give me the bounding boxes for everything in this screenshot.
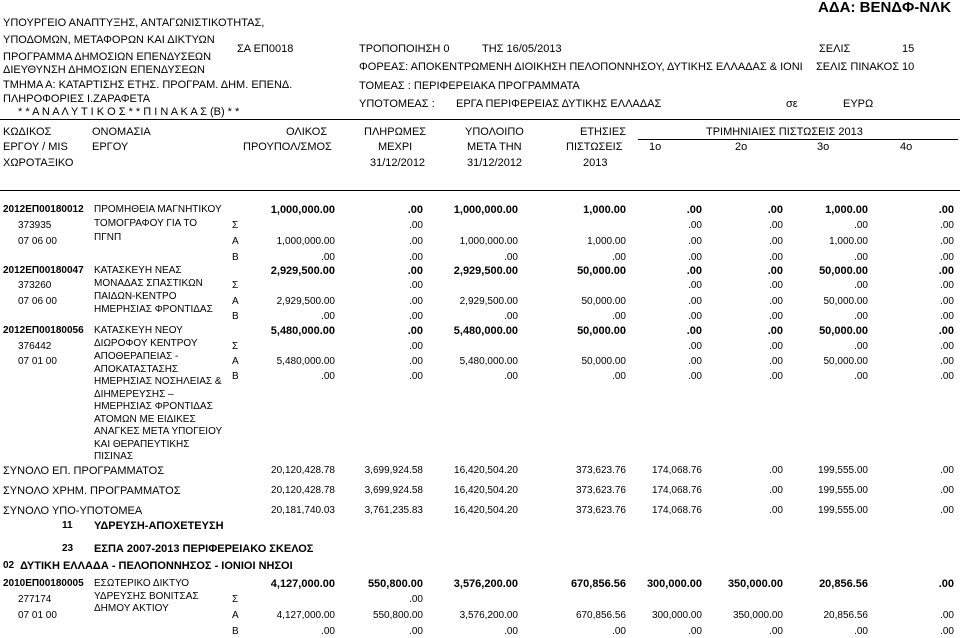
project-xor: 07 01 00 xyxy=(18,356,57,367)
project-code: 2012ΕΠ00180047 xyxy=(3,265,84,276)
project-head-value: .00 xyxy=(407,204,423,216)
project-code: 2010ΕΠ00180005 xyxy=(3,578,84,589)
project-row-value: .00 xyxy=(409,280,423,291)
ministry-line-6: ΠΛΗΡΟΦΟΡΙΕΣ Ι.ΖΑΡΑΦΕΤΑ xyxy=(3,93,151,105)
col-q1: 1ο xyxy=(649,141,662,153)
project-head-value: 1,000.00 xyxy=(583,204,626,216)
total-value: .00 xyxy=(940,485,954,496)
ministry-line-2: ΥΠΟΔΟΜΩΝ, ΜΕΤΑΦΟΡΩΝ ΚΑΙ ΔΙΚΤΥΩΝ xyxy=(3,34,215,46)
total-value: 174,068.76 xyxy=(651,485,702,496)
col-kodikos-2: ΕΡΓΟΥ / MIS xyxy=(3,141,68,153)
project-row-value: .00 xyxy=(409,296,423,307)
project-xor: 07 06 00 xyxy=(18,236,57,247)
project-row-value: .00 xyxy=(854,252,868,263)
project-name-line: ΚΑΙ ΘΕΡΑΠΕΥΤΙΚΗΣ xyxy=(94,439,190,450)
total-value: 174,068.76 xyxy=(651,505,702,516)
project-row-value: .00 xyxy=(504,311,518,322)
project-row-value: .00 xyxy=(940,341,954,352)
project-row-value: .00 xyxy=(769,252,783,263)
project-head-value: .00 xyxy=(938,204,954,216)
project-row-value: .00 xyxy=(940,311,954,322)
project-row-value: .00 xyxy=(940,296,954,307)
project-row-value: 5,480,000.00 xyxy=(459,356,518,367)
project-name-line: ΔΗΜΟΥ ΑΚΤΙΟΥ xyxy=(94,603,169,614)
total-value: .00 xyxy=(940,465,954,476)
project-row-value: .00 xyxy=(688,356,702,367)
project-head-value: .00 xyxy=(407,265,423,277)
project-name-line: ΠΡΟΜΗΘΕΙΑ ΜΑΓΝΗΤΙΚΟΥ xyxy=(94,204,222,215)
header-rule-top xyxy=(0,119,960,120)
project-name-line: ΑΠΟΘΕΡΑΠΕΙΑΣ - xyxy=(94,351,179,362)
total-value: 16,420,504.20 xyxy=(454,485,518,496)
col-q3: 3ο xyxy=(817,141,830,153)
ypotomeas-value: ΕΡΓΑ ΠΕΡΙΦΕΡΕΙΑΣ ΔΥΤΙΚΗΣ ΕΛΛΑΔΑΣ xyxy=(456,98,662,110)
project-head-value: 4,127,000.00 xyxy=(270,578,335,590)
section-title: ΥΔΡΕΥΣΗ-ΑΠΟΧΕΤΕΥΣΗ xyxy=(94,520,224,532)
project-row-value: .00 xyxy=(769,341,783,352)
col-q2: 2ο xyxy=(735,141,748,153)
ministry-line-5: ΤΜΗΜΑ Α: ΚΑΤΑΡΤΙΣΗΣ ΕΤΗΣ. ΠΡΟΓΡΑΜ. ΔΗΜ. ΕΠΕΝΔ. xyxy=(3,79,293,91)
project-head-value: 20,856.56 xyxy=(819,578,868,590)
row-tag-b: Β xyxy=(232,252,239,263)
row-tag-b: Β xyxy=(232,371,239,382)
project-name-line: ΚΑΤΑΣΚΕΥΗ ΝΕΑΣ xyxy=(94,265,182,276)
col-etisies-1: ΕΤΗΣΙΕΣ xyxy=(580,126,626,138)
project-row-value: .00 xyxy=(940,626,954,637)
project-row-value: .00 xyxy=(940,610,954,621)
header-rule-bottom xyxy=(0,190,960,191)
project-head-value: 300,000.00 xyxy=(646,578,702,590)
project-head-value: 50,000.00 xyxy=(577,325,626,337)
project-row-value: .00 xyxy=(688,311,702,322)
project-row-value: .00 xyxy=(409,311,423,322)
project-name-line: ΠΑΙΔΩΝ-ΚΕΝΤΡΟ xyxy=(94,291,177,302)
project-row-value: .00 xyxy=(854,371,868,382)
project-row-value: .00 xyxy=(688,220,702,231)
project-row-value: .00 xyxy=(688,626,702,637)
project-row-value: .00 xyxy=(769,626,783,637)
section-title: ΕΣΠΑ 2007-2013 ΠΕΡΙΦΕΡΕΙΑΚΟ ΣΚΕΛΟΣ xyxy=(94,543,314,555)
col-etisies-2: ΠΙΣΤΩΣΕΙΣ xyxy=(566,141,623,153)
project-row-value: .00 xyxy=(321,311,335,322)
row-tag-s: Σ xyxy=(232,280,239,291)
total-value: 174,068.76 xyxy=(651,465,702,476)
project-row-value: .00 xyxy=(612,371,626,382)
selis-pinakos-label: ΣΕΛΙΣ ΠΙΝΑΚΟΣ xyxy=(816,61,900,73)
project-name-line: ΠΙΣΙΝΑΣ xyxy=(94,451,134,462)
project-row-value: .00 xyxy=(854,341,868,352)
project-name-line: ΠΓΝΠ xyxy=(94,232,122,243)
project-head-value: 5,480,000.00 xyxy=(453,325,518,337)
project-row-value: .00 xyxy=(409,594,423,605)
currency-se: σε xyxy=(786,98,798,110)
project-name-line: ΤΟΜΟΓΡΑΦΟΥ ΓΙΑ ΤΟ xyxy=(94,218,198,229)
project-head-value: .00 xyxy=(767,265,783,277)
project-head-value: 2,929,500.00 xyxy=(453,265,518,277)
project-name-line: ΔΙΗΜΕΡΕΥΣΗΣ – xyxy=(94,389,174,400)
project-xor: 07 01 00 xyxy=(18,610,57,621)
total-value: .00 xyxy=(769,465,783,476)
project-mis: 373935 xyxy=(18,220,52,231)
ministry-line-4: ΔΙΕΥΘΥΝΣΗ ΔΗΜΟΣΙΩΝ ΕΠΕΝΔΥΣΕΩΝ xyxy=(3,64,205,76)
ministry-line-3: ΠΡΟΓΡΑΜΜΑ ΔΗΜΟΣΙΩΝ ΕΠΕΝΔΥΣΕΩΝ xyxy=(3,51,212,63)
project-row-value: .00 xyxy=(940,371,954,382)
project-row-value: 2,929,500.00 xyxy=(276,296,335,307)
project-xor: 07 06 00 xyxy=(18,296,57,307)
project-row-value: 1,000,000.00 xyxy=(459,236,518,247)
total-value: 373,623.76 xyxy=(575,505,626,516)
project-row-value: .00 xyxy=(409,626,423,637)
row-tag-a: Α xyxy=(232,296,239,307)
project-head-value: 350,000.00 xyxy=(727,578,783,590)
project-head-value: .00 xyxy=(938,265,954,277)
project-name-line: ΗΜΕΡΗΣΙΑΣ ΦΡΟΝΤΙΔΑΣ xyxy=(94,401,213,412)
total-value: 20,120,428.78 xyxy=(271,485,335,496)
project-head-value: 50,000.00 xyxy=(819,325,868,337)
project-row-value: .00 xyxy=(940,252,954,263)
col-kodikos-3: ΧΩΡΟΤΑΞΙΚΟ xyxy=(3,157,74,169)
currency-euro: ΕΥΡΩ xyxy=(843,98,874,110)
col-pliromes-2: ΜΕΧΡΙ xyxy=(378,141,413,153)
sa-code: ΣΑ ΕΠ0018 xyxy=(237,43,294,55)
project-row-value: .00 xyxy=(769,280,783,291)
project-row-value: .00 xyxy=(409,236,423,247)
project-row-value: .00 xyxy=(769,220,783,231)
total-value: 199,555.00 xyxy=(817,505,868,516)
project-row-value: .00 xyxy=(504,252,518,263)
project-row-value: .00 xyxy=(409,371,423,382)
project-head-value: .00 xyxy=(686,265,702,277)
total-value: .00 xyxy=(940,505,954,516)
col-triminiaies: ΤΡΙΜΗΝΙΑΙΕΣ ΠΙΣΤΩΣΕΙΣ 2013 xyxy=(706,126,863,138)
row-tag-b: Β xyxy=(232,311,239,322)
total-value: 16,420,504.20 xyxy=(454,465,518,476)
col-olikos-2: ΠΡΟΥΠΟΛ/ΣΜΟΣ xyxy=(243,141,332,153)
project-row-value: 2,929,500.00 xyxy=(459,296,518,307)
project-row-value: .00 xyxy=(940,220,954,231)
project-row-value: .00 xyxy=(504,371,518,382)
col-ypoloipo-2: ΜΕΤΑ ΤΗΝ xyxy=(467,141,522,153)
project-row-value: .00 xyxy=(940,236,954,247)
project-head-value: .00 xyxy=(767,204,783,216)
col-pliromes-1: ΠΛΗΡΩΜΕΣ xyxy=(364,126,427,138)
project-row-value: .00 xyxy=(688,296,702,307)
project-name-line: ΑΠΟΚΑΤΑΣΤΑΣΗΣ xyxy=(94,364,179,375)
total-value: 199,555.00 xyxy=(817,485,868,496)
project-row-value: .00 xyxy=(854,311,868,322)
project-row-value: 300,000.00 xyxy=(651,610,702,621)
project-head-value: .00 xyxy=(767,325,783,337)
project-mis: 373260 xyxy=(18,280,52,291)
project-row-value: .00 xyxy=(612,252,626,263)
project-head-value: .00 xyxy=(407,325,423,337)
project-name-line: ΕΣΩΤΕΡΙΚΟ ΔΙΚΤΥΟ xyxy=(94,578,190,589)
project-total-value: 1,000,000.00 xyxy=(270,204,335,216)
total-value: 20,120,428.78 xyxy=(271,465,335,476)
project-row-value: 1,000,000.00 xyxy=(276,236,335,247)
analytikos-pinakas: * * Α Ν Α Λ Υ Τ Ι Κ Ο Σ * * Π Ι Ν Α Κ Α Σ (Β) * * xyxy=(18,106,240,118)
project-head-value: 550,800.00 xyxy=(367,578,423,590)
section-number: 11 xyxy=(62,520,73,531)
selis-label: ΣΕΛΙΣ xyxy=(819,43,851,55)
project-head-value: 50,000.00 xyxy=(819,265,868,277)
section-number: 23 xyxy=(62,543,74,554)
project-total-value: 5,480,000.00 xyxy=(270,325,335,337)
project-row-value: .00 xyxy=(409,356,423,367)
col-olikos-1: ΟΛΙΚΟΣ xyxy=(286,126,328,138)
col-onomasia-2: ΕΡΓΟΥ xyxy=(92,141,129,153)
ypotomeas-label: ΥΠΟΤΟΜΕΑΣ : xyxy=(359,98,435,110)
project-row-value: .00 xyxy=(321,626,335,637)
row-tag-s: Σ xyxy=(232,594,239,605)
triminiaies-underline xyxy=(638,139,958,140)
project-row-value: .00 xyxy=(854,626,868,637)
project-name-line: ΑΤΟΜΩΝ ΜΕ ΕΙΔΙΚΕΣ xyxy=(94,414,196,425)
total-label: ΣΥΝΟΛΟ ΕΠ. ΠΡΟΓΡΑΜΜΑΤΟΣ xyxy=(3,465,165,477)
project-row-value: 50,000.00 xyxy=(823,296,868,307)
project-total-value: 2,929,500.00 xyxy=(270,265,335,277)
tropopoiisi: ΤΡΟΠΟΠΟΙΗΣΗ 0 xyxy=(359,43,450,55)
total-value: .00 xyxy=(769,485,783,496)
project-row-value: .00 xyxy=(688,280,702,291)
total-value: .00 xyxy=(769,505,783,516)
project-row-value: .00 xyxy=(769,371,783,382)
total-value: 3,761,235.83 xyxy=(364,505,423,516)
project-row-value: 1,000.00 xyxy=(829,236,868,247)
project-row-value: .00 xyxy=(769,296,783,307)
selis-value: 15 xyxy=(902,43,915,55)
row-tag-a: Α xyxy=(232,356,239,367)
total-value: 3,699,924.58 xyxy=(364,465,423,476)
col-onomasia-1: ΟΝΟΜΑΣΙΑ xyxy=(92,126,151,138)
project-mis: 277174 xyxy=(18,594,52,605)
project-row-value: .00 xyxy=(769,356,783,367)
project-name-line: ΚΑΤΑΣΚΕΥΗ ΝΕΟΥ xyxy=(94,325,183,336)
project-code: 2012ΕΠ00180056 xyxy=(3,325,84,336)
row-tag-a: Α xyxy=(232,236,239,247)
project-name-line: ΔΙΩΡΟΦΟΥ ΚΕΝΤΡΟΥ xyxy=(94,338,198,349)
project-row-value: 3,576,200.00 xyxy=(459,610,518,621)
project-row-value: 4,127,000.00 xyxy=(276,610,335,621)
project-row-value: .00 xyxy=(504,626,518,637)
project-row-value: 1,000.00 xyxy=(587,236,626,247)
project-name-line: ΗΜΕΡΗΣΙΑΣ ΝΟΣΗΛΕΙΑΣ & xyxy=(94,376,222,387)
project-head-value: .00 xyxy=(686,325,702,337)
foreas: ΦΟΡΕΑΣ: ΑΠΟΚΕΝΤΡΩΜΕΝΗ ΔΙΟΙΚΗΣΗ ΠΕΛΟΠΟΝΝΗΣΟΥ, ΔΥΤΙΚΗΣ ΕΛΛΑΔΑΣ & ΙΟΝΙ xyxy=(359,61,803,73)
col-ypoloipo-1: ΥΠΟΛΟΙΠΟ xyxy=(465,126,524,138)
row-tag-s: Σ xyxy=(232,341,239,352)
project-row-value: .00 xyxy=(612,311,626,322)
project-head-value: 50,000.00 xyxy=(577,265,626,277)
project-head-value: 1,000.00 xyxy=(825,204,868,216)
project-row-value: 20,856.56 xyxy=(823,610,868,621)
project-row-value: 50,000.00 xyxy=(581,356,626,367)
col-ypoloipo-3: 31/12/2012 xyxy=(467,157,523,169)
project-head-value: .00 xyxy=(938,325,954,337)
project-row-value: .00 xyxy=(321,371,335,382)
total-value: 373,623.76 xyxy=(575,485,626,496)
ada-code: ΑΔΑ: ΒΕΝΔΦ-ΝΛΚ xyxy=(818,0,952,16)
total-label: ΣΥΝΟΛΟ ΧΡΗΜ. ΠΡΟΓΡΑΜΜΑΤΟΣ xyxy=(3,485,181,497)
project-row-value: .00 xyxy=(854,220,868,231)
project-row-value: .00 xyxy=(688,252,702,263)
project-head-value: 670,856.56 xyxy=(570,578,626,590)
project-row-value: .00 xyxy=(409,220,423,231)
project-head-value: .00 xyxy=(938,578,954,590)
section-number: 02 xyxy=(3,560,15,571)
project-row-value: 5,480,000.00 xyxy=(276,356,335,367)
col-pliromes-3: 31/12/2012 xyxy=(370,157,426,169)
project-row-value: .00 xyxy=(409,341,423,352)
tropopoiisi-date: ΤΗΣ 16/05/2013 xyxy=(482,43,562,55)
project-name-line: ΗΜΕΡΗΣΙΑΣ ΦΡΟΝΤΙΔΑΣ xyxy=(94,304,213,315)
project-name-line: ΜΟΝΑΔΑΣ ΣΠΑΣΤΙΚΩΝ xyxy=(94,278,203,289)
row-tag-a: Α xyxy=(232,610,239,621)
total-label: ΣΥΝΟΛΟ ΥΠΟ-ΥΠΟΤΟΜΕΑ xyxy=(3,505,143,517)
col-kodikos-1: ΚΩΔΙΚΟΣ xyxy=(3,126,52,138)
col-etisies-3: 2013 xyxy=(583,157,608,169)
project-row-value: .00 xyxy=(688,371,702,382)
project-row-value: .00 xyxy=(321,252,335,263)
project-row-value: .00 xyxy=(940,356,954,367)
project-row-value: 50,000.00 xyxy=(581,296,626,307)
total-value: 20,181,740.03 xyxy=(271,505,335,516)
total-value: 3,699,924.58 xyxy=(364,485,423,496)
section-title: ΔΥΤΙΚΗ ΕΛΛΑΔΑ - ΠΕΛΟΠΟΝΝΗΣΟΣ - ΙΟΝΙΟΙ ΝΗΣΟΙ xyxy=(20,560,293,572)
project-row-value: 550,800.00 xyxy=(372,610,423,621)
col-q4: 4ο xyxy=(900,141,913,153)
project-row-value: .00 xyxy=(769,236,783,247)
tomeas: ΤΟΜΕΑΣ : ΠΕΡΙΦΕΡΕΙΑΚΑ ΠΡΟΓΡΑΜΜΑΤΑ xyxy=(359,80,580,92)
total-value: 373,623.76 xyxy=(575,465,626,476)
project-head-value: .00 xyxy=(686,204,702,216)
project-row-value: 670,856.56 xyxy=(575,610,626,621)
project-row-value: .00 xyxy=(688,341,702,352)
project-code: 2012ΕΠ00180012 xyxy=(3,204,84,215)
project-row-value: 350,000.00 xyxy=(732,610,783,621)
ministry-line-1: ΥΠΟΥΡΓΕΙΟ ΑΝΑΠΤΥΞΗΣ, ΑΝΤΑΓΩΝΙΣΤΙΚΟΤΗΤΑΣ, xyxy=(3,17,265,29)
project-row-value: .00 xyxy=(854,280,868,291)
project-row-value: 50,000.00 xyxy=(823,356,868,367)
project-name-line: ΑΝΑΓΚΕΣ ΜΕΤΑ ΥΠΟΓΕΙΟΥ xyxy=(94,426,223,437)
row-tag-s: Σ xyxy=(232,220,239,231)
total-value: 16,420,504.20 xyxy=(454,505,518,516)
row-tag-b: Β xyxy=(232,626,239,637)
project-head-value: 1,000,000.00 xyxy=(453,204,518,216)
project-row-value: .00 xyxy=(769,311,783,322)
project-row-value: .00 xyxy=(940,280,954,291)
selis-pinakos-value: 10 xyxy=(902,61,915,73)
project-row-value: .00 xyxy=(612,626,626,637)
project-row-value: .00 xyxy=(409,252,423,263)
project-head-value: 3,576,200.00 xyxy=(453,578,518,590)
total-value: 199,555.00 xyxy=(817,465,868,476)
project-row-value: .00 xyxy=(688,236,702,247)
project-name-line: ΥΔΡΕΥΣΗΣ ΒΟΝΙΤΣΑΣ xyxy=(94,591,199,602)
project-mis: 376442 xyxy=(18,341,52,352)
